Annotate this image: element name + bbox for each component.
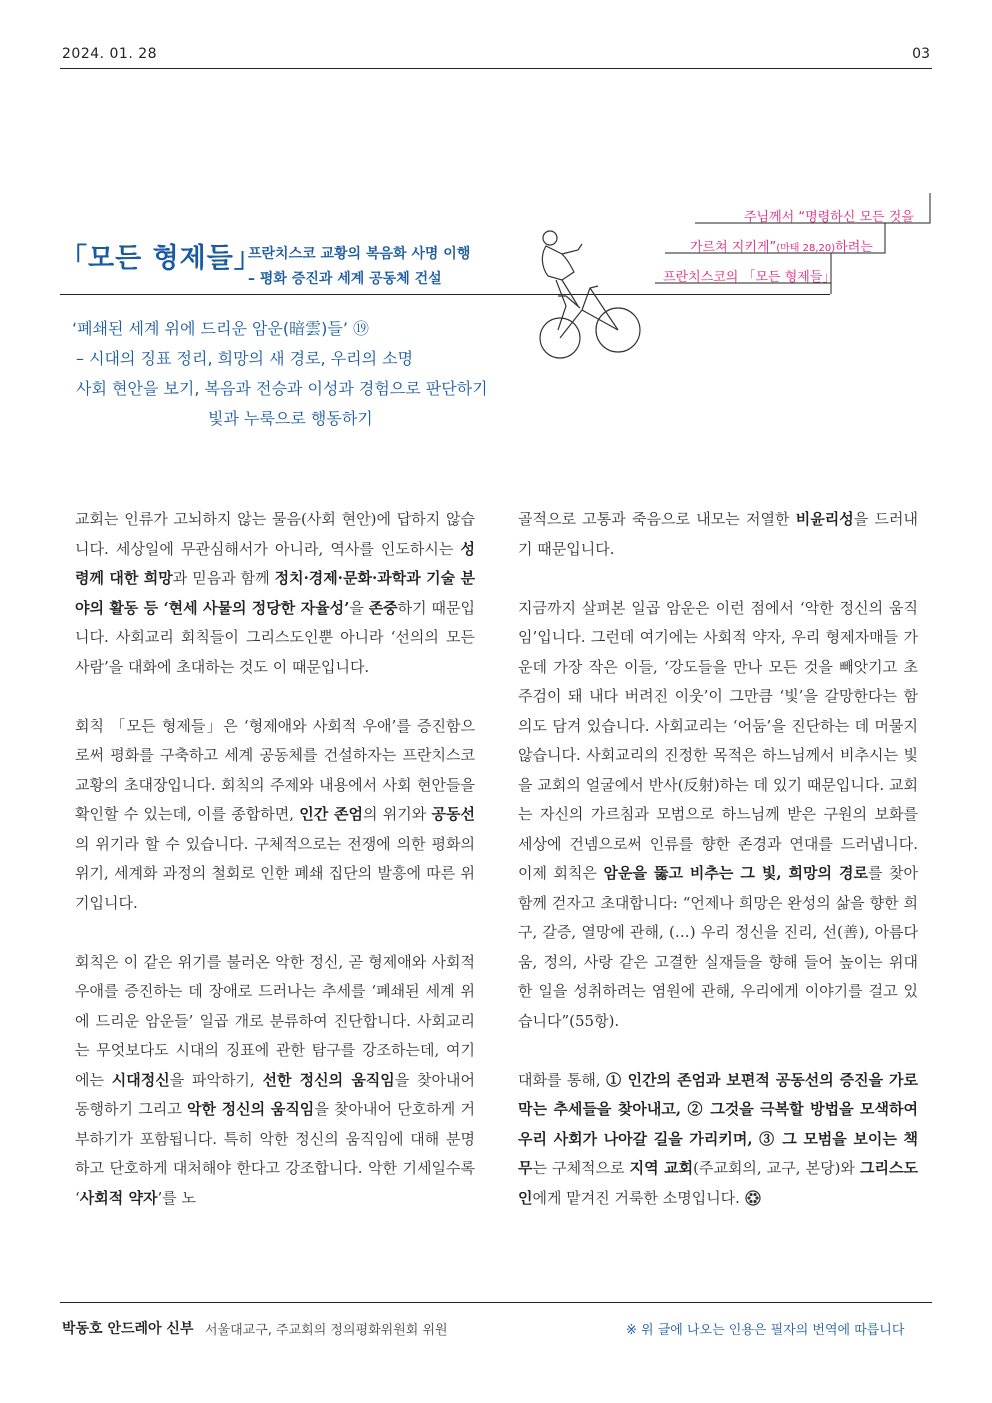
end-mark-icon [745, 1190, 761, 1206]
body-text: 회칙은 이 같은 위기를 불러온 악한 정신, 곧 형제애와 사회적 우애를 증진하는 데 장애로 드러나는 추세를 ‘폐쇄된 세계 위에 드리운 암운들’ 일곱 개로 분류하여 진단합니다. 사회교리는 무엇보다도 시대의 징표에 관한 탐구를 강조하는데, 여기에는 [75, 952, 475, 1089]
body-text: 의 위기라 할 수 있습니다. 구체적으로는 전쟁에 의한 평화의 위기, 세계화 과정의 철회로 인한 폐쇄 집단의 발흥에 따른 위기입니다. [75, 834, 475, 912]
series-subtitle-1: 프란치스코 교황의 복음화 사명 이행 [248, 246, 471, 262]
emphasis-text: 암운을 뚫고 비추는 그 빛, 희망의 경로 [603, 864, 868, 882]
stair-text-3: 프란치스코의 「모든 형제들」 [663, 270, 836, 285]
emphasis-text: 성령께 대한 희망 [75, 539, 475, 587]
body-text: (주교회의, 교구, 본당)와 [693, 1159, 861, 1177]
body-text: 회칙 「모든 형제들」은 ‘형제애와 사회적 우애’를 증진함으로써 평화를 구축하고 세계 공동체를 건설하자는 프란치스코 교황의 초대장입니다. 회칙의 주제와 내용에서 사회 현안들을 확인할 수 있는데, 이를 종합하면, [75, 716, 475, 823]
author-role: 서울대교구, 주교회의 정의평화위원회 위원 [205, 1323, 448, 1338]
bicycle-rider-illustration [522, 210, 642, 370]
stair-text-2-ref: (마태 28,20) [776, 243, 836, 254]
author-name: 박동호 안드레아 신부 [62, 1321, 194, 1337]
body-text: 는 구체적으로 [532, 1159, 630, 1177]
body-text: 과 믿음과 함께 [172, 569, 275, 587]
body-text: 을 [349, 598, 369, 617]
emphasis-text: 존중 [368, 598, 398, 617]
paragraph [75, 712, 475, 919]
body-text: 을 드러내기 때문입니다. [518, 510, 918, 558]
lead-subtitle: – 시대의 징표 정리, 희망의 새 경로, 우리의 소명 [76, 349, 414, 368]
emphasis-text: ① 인간의 존엄과 보편적 공동선의 증진을 가로막는 추세들을 찾아내고, ② 그것을 극복할 방법을 모색하여 우리 사회가 나아갈 길을 가리키며, ③ 그 모범을 보이는 책무 [518, 1070, 918, 1177]
paragraph [518, 505, 918, 564]
emphasis-text: 그리스도인 [518, 1159, 918, 1207]
stair-text-2 [690, 236, 873, 255]
paragraph [75, 505, 475, 682]
issue-date: 2024. 01. 28 [62, 46, 158, 62]
body-text: 대화를 통해, [518, 1070, 607, 1089]
page-number: 03 [912, 46, 930, 62]
paragraph [518, 1066, 918, 1214]
emphasis-text: 정치·경제·문화·과학과 기술 분야의 활동 등 ‘현세 사물의 정당한 자율성’ [75, 569, 475, 617]
lead-method-2: 빛과 누룩으로 행동하기 [208, 409, 373, 428]
series-subtitle-2: – 평화 증진과 세계 공동체 건설 [248, 271, 442, 287]
body-text: 을 찾아내어 단호하게 거부하기가 포함됩니다. 특히 악한 정신의 움직임에 대해 분명하고 단호하게 대처해야 한다고 강조합니다. 악한 기세일수록 ‘ [75, 1100, 475, 1207]
header-divider [60, 68, 932, 69]
emphasis-text: 사회적 약자 [79, 1188, 158, 1207]
stair-text-2c: 하려는 [835, 240, 873, 255]
body-text: 골적으로 고통과 죽음으로 내모는 저열한 [518, 510, 796, 528]
translation-note: ※ 위 글에 나오는 인용은 필자의 번역에 따릅니다 [626, 1323, 905, 1338]
footer-divider [60, 1302, 932, 1303]
emphasis-text: 인간 존엄 [299, 805, 363, 823]
right-column [518, 505, 918, 1243]
emphasis-text: 악한 정신의 움직임 [186, 1100, 315, 1118]
body-text: ’를 노 [157, 1188, 196, 1207]
paragraph [518, 594, 918, 1037]
lead-method-1: 사회 현안을 보기, 복음과 전승과 이성과 경험으로 판단하기 [76, 379, 488, 398]
emphasis-text: 지역 교회 [629, 1159, 694, 1177]
emphasis-text: 시대정신 [111, 1070, 170, 1089]
body-text: 의 위기와 [363, 805, 432, 823]
body-text: 을 파악하기, [169, 1070, 263, 1089]
body-text: 을 찾아내어 동행하기 그리고 [75, 1070, 476, 1118]
emphasis-text: 공동선 [431, 805, 476, 823]
body-text: 를 찾아 함께 걷자고 초대합니다: “언제나 희망은 완성의 삶을 향한 희구, 갈증, 열망에 관해, (…) 우리 정신을 진리, 선(善), 아름다움, 정의, 사랑 같은 고결한 실재들을 향해 들어 높이는 위대한 일을 성취하려는 염원에 관해, 우리에게 이야기를 걸고 있습니다”(55항). [518, 864, 918, 1030]
paragraph [75, 948, 475, 1214]
emphasis-text: 선한 정신의 움직임 [262, 1070, 395, 1089]
stair-text-2a: 가르쳐 지키게” [690, 240, 777, 255]
body-text: 하기 때문입니다. 사회교리 회칙들이 그리스도인뿐 아니라 ‘선의의 모든 사람’을 대화에 초대하는 것도 이 때문입니다. [75, 598, 476, 676]
body-text: 에게 맡겨진 거룩한 소명입니다. [532, 1188, 740, 1207]
body-text: 교회는 인류가 고뇌하지 않는 물음(사회 현안)에 답하지 않습니다. 세상일에 무관심해서가 아니라, 역사를 인도하시는 [75, 510, 475, 558]
stair-text-1: 주님께서 “명령하신 모든 것을 [744, 210, 914, 225]
series-title: 「모든 형제들」 [60, 243, 262, 274]
body-text: 지금까지 살펴본 일곱 암운은 이런 점에서 ‘악한 정신의 움직임’입니다. 그런데 여기에는 사회적 약자, 우리 형제자매들 가운데 가장 작은 이들, ‘강도들을 만나 모든 것을 빼앗기고 초주검이 돼 내다 버려진 이웃’이 그만큼 ‘빛’을 갈망한다는 함의도 담겨 있습니다. 사회교리는 ‘어둠’을 진단하는 데 머물지 않습니다. 사회교리의 진정한 목적은 하느님께서 비추시는 빛을 교회의 얼굴에서 반사(反射)하는 데 있기 때문입니다. 교회는 자신의 가르침과 모범으로 하느님께 받은 구원의 보화를 세상에 건넴으로써 인류를 향한 존경과 연대를 드러냅니다. 이제 회칙은 [518, 598, 918, 882]
left-column [75, 505, 475, 1243]
emphasis-text: 비윤리성 [795, 510, 854, 528]
lead-title: ‘폐쇄된 세계 위에 드리운 암운(暗雲)들’ ⑲ [72, 319, 370, 338]
